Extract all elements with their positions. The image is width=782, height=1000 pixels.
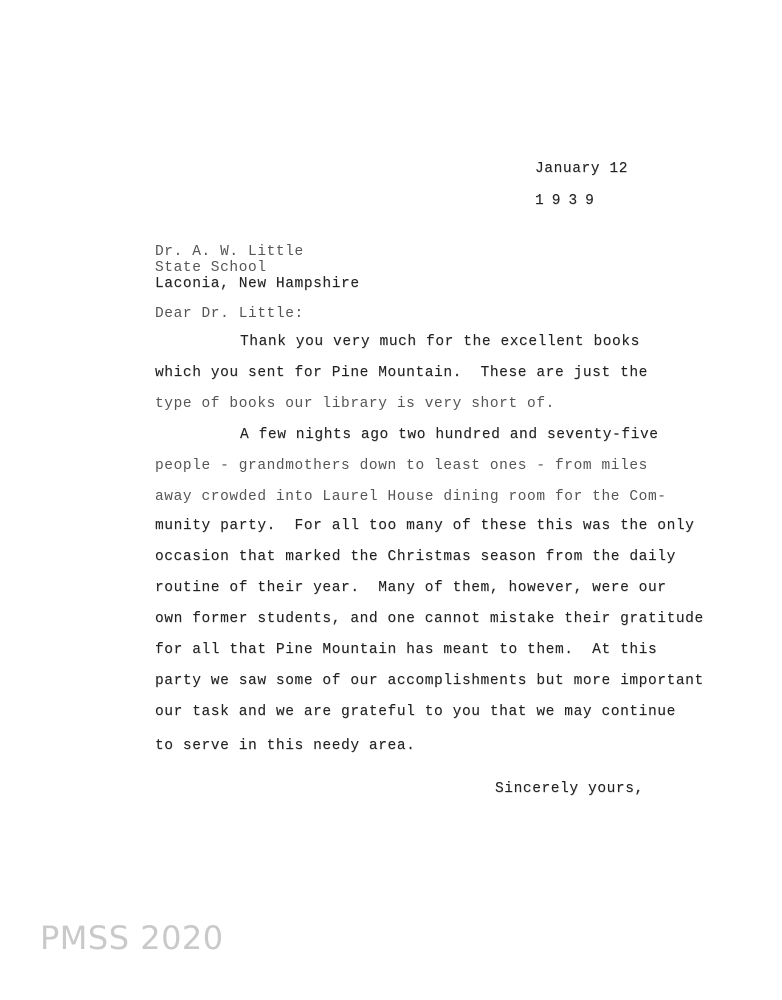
salutation: Dear Dr. Little:: [155, 306, 304, 322]
address-line-institution: State School: [155, 260, 267, 276]
body-line: party we saw some of our accomplishments but more important: [155, 673, 704, 689]
closing: Sincerely yours,: [495, 781, 644, 797]
address-line-name: Dr. A. W. Little: [155, 244, 304, 260]
date-year: 1939: [535, 193, 602, 209]
body-line: occasion that marked the Christmas season from the daily: [155, 549, 676, 565]
watermark: PMSS 2020: [40, 919, 224, 957]
body-line: away crowded into Laurel House dining room for the Com-: [155, 489, 667, 505]
body-line: A few nights ago two hundred and seventy-five: [240, 427, 659, 443]
address-line-city: Laconia, New Hampshire: [155, 276, 360, 292]
body-line: for all that Pine Mountain has meant to them. At this: [155, 642, 658, 658]
date-month: January 12: [535, 161, 629, 177]
body-line: which you sent for Pine Mountain. These are just the: [155, 365, 648, 381]
body-line: routine of their year. Many of them, however, were our: [155, 580, 667, 596]
body-line: our task and we are grateful to you that we may continue: [155, 704, 676, 720]
body-line: people - grandmothers down to least ones - from miles: [155, 458, 648, 474]
body-line: to serve in this needy area.: [155, 738, 416, 754]
body-line: type of books our library is very short of.: [155, 396, 555, 412]
body-line: Thank you very much for the excellent books: [240, 334, 640, 350]
body-line: own former students, and one cannot mistake their gratitude: [155, 611, 704, 627]
body-line: munity party. For all too many of these this was the only: [155, 518, 695, 534]
